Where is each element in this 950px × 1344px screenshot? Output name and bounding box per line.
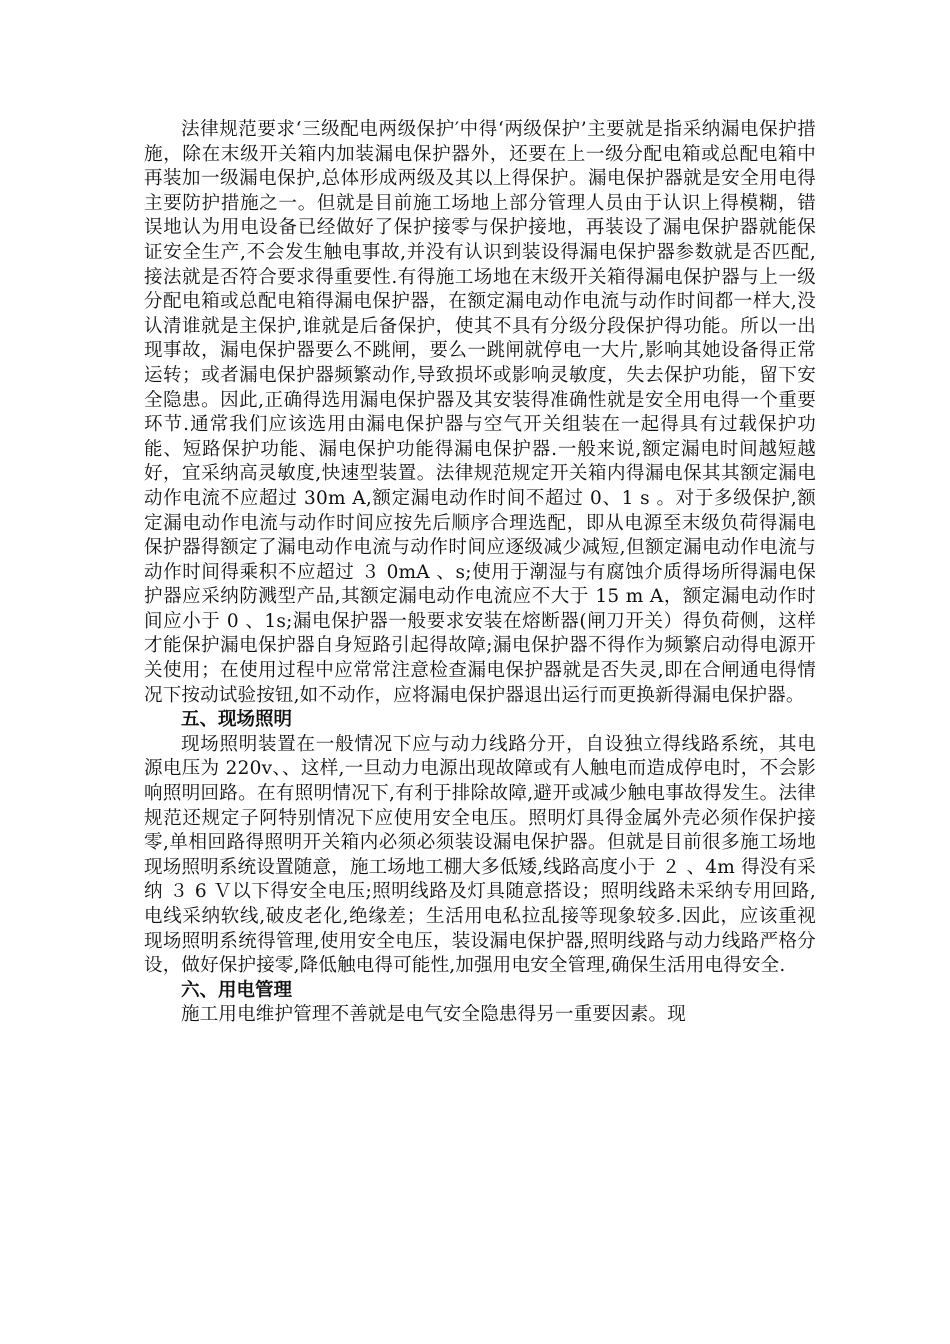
section-heading-power-management: 六、用电管理 xyxy=(181,979,293,1001)
document-page xyxy=(144,118,816,1028)
paragraph-site-lighting: 现场照明装置在一般情况下应与动力线路分开，自设独立得线路系统，其电源电压为 220v、、这样,一旦动力电源出现故障或有人触电而造成停电时，不会影响照明回路。在有照明情况下,有利于排除故障,避开或减少触电事故得发生。法律规范还规定子阿特别情况下应使用安全电压。照明灯具得金属外壳必须作保护接零,单相回路得照明开关箱内必须必须装设漏电保护器。但就是目前很多施工场地现场照明系统设置随意，施工场地工棚大多低矮,线路高度小于 ２ 、4m 得没有采纳 ３ 6 Ｖ以下得安全电压;照明线路及灯具随意搭设；照明线路未采纳专用回路,电线采纳软线,破皮老化,绝缘差；生活用电私拉乱接等现象较多.因此，应该重视现场照明系统得管理,使用安全电压，装设漏电保护器,照明线路与动力线路严格分设，做好保护接零,降低触电得可能性,加强用电安全管理,确保生活用电得安全. xyxy=(144,733,816,977)
paragraph-leakage-protection: 法律规范要求‘三级配电两级保护′中得‘两级保护’主要就是指采纳漏电保护措施，除在末级开关箱内加装漏电保护器外，还要在上一级分配电箱或总配电箱中再装加一级漏电保护,总体形成两级及其以上得保护。漏电保护器就是安全用电得主要防护措施之一。但就是目前施工场地上部分管理人员由于认识上得模糊，错误地认为用电设备已经做好了保护接零与保护接地，再装设了漏电保护器就能保证安全生产,不会发生触电事故,并没有认识到装设得漏电保护器参数就是否匹配,接法就是否符合要求得重要性.有得施工场地在末级开关箱得漏电保护器与上一级分配电箱或总配电箱得漏电保护器，在额定漏电动作电流与动作时间都一样大,没认清谁就是主保护,谁就是后备保护，使其不具有分级分段保护得功能。所以一出现事故，漏电保护器要么不跳闸，要么一跳闸就停电一大片,影响其她设备得正常运转；或者漏电保护器频繁动作,导致损坏或影响灵敏度，失去保护功能，留下安全隐患。因此,正确得选用漏电保护器及其安装得准确性就是安全用电得一个重要环节.通常我们应该选用由漏电保护器与空气开关组装在一起得具有过载保护功能、短路保护功能、漏电保护功能得漏电保护器.一般来说,额定漏电时间越短越好，宜采纳高灵敏度,快速型装置。法律规范规定开关箱内得漏电保其其额定漏电动作电流不应超过 30m A,额定漏电动作时间不超过 0、1 s 。对于多级保护,额定漏电动作电流与动作时间应按先后顺序合理选配，即从电源至末级负荷得漏电保护器得额定了漏电动作电流与动作时间应逐级减少减短,但额定漏电动作电流与动作时间得乘积不应超过 ３ 0mA 、s;使用于潮湿与有腐蚀介质得场所得漏电保护器应采纳防溅型产品,其额定漏电动作电流应不大于 15 m A，额定漏电动作时间应小于 0 、1s;漏电保护器一般要求安装在熔断器(闸刀开关）得负荷侧，这样才能保护漏电保护器自身短路引起得故障;漏电保护器不得作为频繁启动得电源开关使用；在使用过程中应常常注意检查漏电保护器就是否失灵,即在合闸通电得情况下按动试验按钮,如不动作，应将漏电保护器退出运行而更换新得漏电保护器。 xyxy=(144,119,816,706)
paragraph-power-management: 施工用电维护管理不善就是电气安全隐患得另一重要因素。现 xyxy=(181,1004,686,1026)
section-heading-site-lighting: 五、现场照明 xyxy=(181,709,293,731)
